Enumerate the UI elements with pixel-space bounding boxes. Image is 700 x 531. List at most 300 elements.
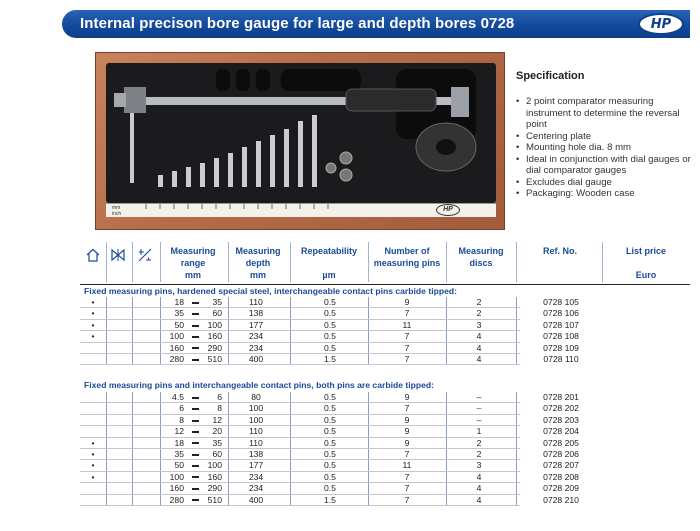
table-row xyxy=(80,297,579,308)
range-min-cell: 160 xyxy=(169,342,184,353)
column-line xyxy=(160,297,161,307)
ref-no-cell: 0728 109 xyxy=(543,342,579,353)
spec-item: • Ideal in conjunction with dial gauges or dial comparator gauges xyxy=(516,154,696,177)
repeatability-cell: 1.5 xyxy=(324,494,336,505)
th-measuring-discs xyxy=(446,245,516,269)
range-min-cell: 12 xyxy=(174,426,184,437)
range-min-cell: 50 xyxy=(174,460,184,471)
column-line xyxy=(368,320,369,330)
column-line xyxy=(516,449,517,459)
column-line xyxy=(132,483,133,493)
header-separator xyxy=(602,242,603,282)
column-line xyxy=(516,297,517,307)
column-line xyxy=(290,426,291,436)
column-line xyxy=(368,343,369,353)
column-line xyxy=(516,392,517,402)
th-measuring-range xyxy=(162,245,224,281)
depth-cell: 100 xyxy=(248,403,264,414)
range-max-cell: 8 xyxy=(217,403,222,414)
ref-no-cell: 0728 204 xyxy=(543,426,579,437)
discs-cell: 3 xyxy=(476,460,482,471)
gauge-set-illustration xyxy=(106,63,496,203)
bullet-cell: • xyxy=(91,448,95,459)
section-title-2: Fixed measuring pins and interchangeable contact pins, both pins are carbide tipped: xyxy=(84,380,435,390)
range-min-cell: 100 xyxy=(169,471,184,482)
column-line xyxy=(228,495,229,505)
table-row xyxy=(80,342,579,354)
column-line xyxy=(290,308,291,318)
repeatability-cell: 0.5 xyxy=(324,471,336,482)
column-line xyxy=(516,483,517,493)
column-line xyxy=(368,297,369,307)
discs-cell: 2 xyxy=(476,448,482,459)
range-min-cell: 4.5 xyxy=(172,392,184,402)
pins-cell: 7 xyxy=(404,494,410,505)
discs-cell: 4 xyxy=(476,353,482,364)
column-line xyxy=(516,495,517,505)
repeatability-cell: 0.5 xyxy=(324,448,336,459)
pins-cell: 9 xyxy=(404,426,410,437)
product-image xyxy=(95,52,505,230)
column-line xyxy=(368,495,369,505)
discs-cell: 4 xyxy=(476,331,482,342)
pins-cell: 9 xyxy=(404,392,410,402)
repeatability-cell: 0.5 xyxy=(324,437,336,448)
ref-no-cell: 0728 208 xyxy=(543,471,579,482)
column-line xyxy=(160,495,161,505)
case-ruler xyxy=(106,203,496,217)
title-banner xyxy=(62,10,690,38)
column-line xyxy=(106,343,107,353)
ref-no-cell: 0728 203 xyxy=(543,414,579,425)
column-line xyxy=(132,472,133,482)
range-max-cell: 20 xyxy=(212,426,222,437)
column-line xyxy=(290,438,291,448)
ref-no-cell: 0728 107 xyxy=(543,319,579,330)
range-max-cell: 60 xyxy=(212,448,222,459)
range-dash xyxy=(190,331,200,342)
column-line xyxy=(132,354,133,364)
section-rows-2 xyxy=(80,392,579,506)
column-line xyxy=(132,495,133,505)
repeatability-cell: 0.5 xyxy=(324,342,336,353)
column-line xyxy=(228,449,229,459)
column-line xyxy=(160,472,161,482)
pins-cell: 9 xyxy=(404,437,410,448)
column-line xyxy=(106,460,107,470)
column-line xyxy=(290,483,291,493)
depth-cell: 400 xyxy=(248,353,264,364)
column-line xyxy=(368,403,369,413)
specification-title: Specification xyxy=(516,70,585,82)
column-line xyxy=(228,403,229,413)
discs-cell: 2 xyxy=(476,297,482,307)
column-line xyxy=(132,343,133,353)
ref-no-cell: 0728 106 xyxy=(543,308,579,319)
ruler-label-inch: inch xyxy=(112,211,122,217)
range-min-cell: 100 xyxy=(169,331,184,342)
brand-logo xyxy=(638,13,684,35)
column-line xyxy=(160,343,161,353)
ref-no-cell: 0728 207 xyxy=(543,460,579,471)
discs-cell: 4 xyxy=(476,342,482,353)
pins-cell: 7 xyxy=(404,353,410,364)
depth-cell: 138 xyxy=(248,308,264,319)
column-line xyxy=(516,426,517,436)
column-line xyxy=(516,331,517,341)
repeatability-cell: 0.5 xyxy=(324,392,336,402)
column-line xyxy=(290,403,291,413)
column-line xyxy=(516,308,517,318)
specification-panel xyxy=(516,70,696,200)
th-ref-no xyxy=(520,245,600,257)
column-line xyxy=(228,320,229,330)
column-line xyxy=(290,495,291,505)
column-line xyxy=(228,460,229,470)
pins-cell: 11 xyxy=(402,319,412,330)
column-line xyxy=(228,297,229,307)
column-line xyxy=(516,354,517,364)
column-line xyxy=(368,449,369,459)
column-line xyxy=(132,438,133,448)
range-dash xyxy=(190,449,200,460)
discs-cell: 2 xyxy=(476,437,482,448)
column-line xyxy=(228,438,229,448)
range-max-cell: 290 xyxy=(207,483,222,494)
range-dash xyxy=(190,415,200,426)
column-line xyxy=(106,449,107,459)
ref-no-cell: 0728 108 xyxy=(543,331,579,342)
column-line xyxy=(290,392,291,402)
depth-cell: 234 xyxy=(248,471,264,482)
column-line xyxy=(368,483,369,493)
column-line xyxy=(368,472,369,482)
depth-cell: 100 xyxy=(248,414,264,425)
range-dash xyxy=(190,483,200,494)
range-dash xyxy=(190,354,200,365)
depth-cell: 110 xyxy=(249,426,263,437)
column-line xyxy=(228,308,229,318)
th-text: Measuring xyxy=(170,246,216,256)
range-max-cell: 160 xyxy=(207,331,222,342)
repeatability-cell: 0.5 xyxy=(324,460,336,471)
column-line xyxy=(228,415,229,425)
column-line xyxy=(368,392,369,402)
column-line xyxy=(290,449,291,459)
column-line xyxy=(516,415,517,425)
th-list-price xyxy=(604,245,688,281)
depth-cell: 177 xyxy=(248,319,264,330)
spec-item: • Excludes dial gauge xyxy=(516,177,696,189)
repeatability-cell: 0.5 xyxy=(324,297,336,307)
bullet-cell: • xyxy=(91,308,95,319)
column-line xyxy=(106,297,107,307)
column-line xyxy=(228,331,229,341)
repeatability-cell: 0.5 xyxy=(324,331,336,342)
foam-tray xyxy=(106,63,496,203)
column-line xyxy=(368,460,369,470)
repeatability-cell: 0.5 xyxy=(324,403,336,414)
column-line xyxy=(228,354,229,364)
ref-no-cell: 0728 206 xyxy=(543,448,579,459)
header-separator xyxy=(160,242,161,282)
repeatability-cell: 0.5 xyxy=(324,308,336,319)
column-line xyxy=(106,495,107,505)
th-text: Number of xyxy=(384,246,430,256)
th-text: depth xyxy=(245,258,271,268)
range-dash xyxy=(190,495,200,506)
column-line xyxy=(106,472,107,482)
th-text: Ref. No. xyxy=(542,246,577,256)
column-line xyxy=(160,449,161,459)
column-line xyxy=(106,331,107,341)
bullet-cell: • xyxy=(91,331,95,342)
section-title-1: Fixed measuring pins, hardened special steel, interchangeable contact pins carbide tipped: xyxy=(84,286,457,296)
th-text: µm xyxy=(322,270,336,280)
th-text: Measuring discs xyxy=(458,246,504,268)
column-line xyxy=(516,343,517,353)
column-line xyxy=(368,415,369,425)
section-rows-1 xyxy=(80,297,579,365)
page-title: Internal precison bore gauge for large and depth bores 0728 xyxy=(80,15,515,32)
spec-item: • Packaging: Wooden case xyxy=(516,188,696,200)
ref-no-cell: 0728 110 xyxy=(543,353,579,364)
range-max-cell: 100 xyxy=(207,460,222,471)
range-max-cell: 100 xyxy=(207,319,222,330)
discs-cell: 1 xyxy=(476,426,482,437)
house-icon xyxy=(86,248,100,262)
specification-list xyxy=(516,96,696,200)
range-min-cell: 6 xyxy=(179,403,184,414)
repeatability-cell: 0.5 xyxy=(324,414,336,425)
column-line xyxy=(228,426,229,436)
ruler-label-mm: mm xyxy=(112,205,121,211)
bullet-cell: • xyxy=(91,460,95,471)
depth-cell: 400 xyxy=(248,494,264,505)
range-dash xyxy=(190,403,200,414)
table-row xyxy=(80,483,579,494)
table-row xyxy=(80,426,579,437)
range-min-cell: 35 xyxy=(174,308,184,319)
table-row xyxy=(80,331,579,342)
column-line xyxy=(106,354,107,364)
column-line xyxy=(132,297,133,307)
range-dash xyxy=(190,308,200,319)
table-row xyxy=(80,308,579,319)
depth-cell: 234 xyxy=(248,483,264,494)
header-separator xyxy=(290,242,291,282)
column-line xyxy=(516,472,517,482)
column-line xyxy=(290,297,291,307)
range-min-cell: 18 xyxy=(174,437,184,448)
range-max-cell: 60 xyxy=(212,308,222,319)
depth-cell: 80 xyxy=(251,392,261,402)
range-dash xyxy=(190,472,200,483)
range-min-cell: 18 xyxy=(174,297,184,307)
header-separator xyxy=(516,242,517,282)
column-line xyxy=(106,392,107,402)
pins-cell: 7 xyxy=(404,342,410,353)
range-max-cell: 35 xyxy=(212,437,222,448)
range-min-cell: 8 xyxy=(179,414,184,425)
pins-cell: 7 xyxy=(404,403,410,414)
range-min-cell: 50 xyxy=(174,319,184,330)
pins-cell: 7 xyxy=(404,331,410,342)
range-dash xyxy=(190,392,200,403)
column-line xyxy=(132,449,133,459)
pins-cell: 7 xyxy=(404,448,410,459)
range-max-cell: 510 xyxy=(207,494,222,505)
column-line xyxy=(132,415,133,425)
header-separator xyxy=(106,242,107,282)
column-line xyxy=(290,472,291,482)
th-text: Euro xyxy=(635,270,657,280)
range-dash xyxy=(190,297,200,308)
case-logo: HP xyxy=(436,204,460,216)
range-dash xyxy=(190,460,200,471)
spec-item: • 2 point comparator measuring instrument to determine the reversal point xyxy=(516,96,696,131)
column-line xyxy=(132,320,133,330)
ref-no-cell: 0728 105 xyxy=(543,297,579,307)
table-row xyxy=(80,414,579,426)
column-line xyxy=(228,343,229,353)
bullet-cell: • xyxy=(91,471,95,482)
table-row xyxy=(80,319,579,331)
column-line xyxy=(106,320,107,330)
column-line xyxy=(160,483,161,493)
ref-no-cell: 0728 201 xyxy=(543,392,579,402)
column-line xyxy=(160,331,161,341)
depth-cell: 110 xyxy=(249,437,263,448)
repeatability-cell: 0.5 xyxy=(324,483,336,494)
range-min-cell: 280 xyxy=(169,494,184,505)
header-divider xyxy=(80,284,690,285)
th-text: mm xyxy=(249,270,266,280)
column-line xyxy=(290,415,291,425)
column-line xyxy=(368,308,369,318)
th-text: Measuring xyxy=(235,246,281,256)
column-line xyxy=(290,460,291,470)
depth-cell: 138 xyxy=(248,448,264,459)
range-max-cell: 6 xyxy=(217,392,222,402)
range-max-cell: 290 xyxy=(207,342,222,353)
column-line xyxy=(106,438,107,448)
range-max-cell: 12 xyxy=(212,414,222,425)
repeatability-cell: 1.5 xyxy=(324,353,336,364)
range-min-cell: 35 xyxy=(174,448,184,459)
range-max-cell: 160 xyxy=(207,471,222,482)
bullet-cell: • xyxy=(91,297,95,307)
column-line xyxy=(106,426,107,436)
depth-cell: 110 xyxy=(249,297,263,307)
pins-cell: 7 xyxy=(404,308,410,319)
th-text: Repeatability xyxy=(300,246,358,256)
th-text: mm xyxy=(184,270,201,280)
discs-cell: – xyxy=(476,414,482,425)
table-header xyxy=(80,240,690,284)
th-measuring-depth xyxy=(230,245,286,281)
column-line xyxy=(106,483,107,493)
header-separator xyxy=(228,242,229,282)
column-line xyxy=(290,343,291,353)
th-text: measuring pins xyxy=(373,258,441,268)
column-line xyxy=(516,460,517,470)
table-row xyxy=(80,448,579,460)
bullet-cell: • xyxy=(91,319,95,330)
column-line xyxy=(160,415,161,425)
column-line xyxy=(160,403,161,413)
column-line xyxy=(160,426,161,436)
table-row xyxy=(80,471,579,483)
th-text: List price xyxy=(625,246,666,256)
repeatability-cell: 0.5 xyxy=(324,426,336,437)
pins-cell: 11 xyxy=(402,460,412,471)
spec-item: • Centering plate xyxy=(516,131,696,143)
brand-logo-text: HP xyxy=(650,16,672,32)
column-line xyxy=(132,392,133,402)
depth-cell: 177 xyxy=(248,460,264,471)
column-line xyxy=(106,403,107,413)
slope-icon xyxy=(138,248,152,262)
ref-no-cell: 0728 209 xyxy=(543,483,579,494)
discs-cell: 4 xyxy=(476,494,482,505)
header-separator xyxy=(132,242,133,282)
bullet-cell: • xyxy=(91,437,95,448)
column-line xyxy=(290,354,291,364)
discs-cell: – xyxy=(476,392,482,402)
discs-cell: – xyxy=(476,403,482,414)
column-line xyxy=(290,331,291,341)
column-line xyxy=(228,472,229,482)
discs-cell: 4 xyxy=(476,483,482,494)
column-line xyxy=(160,392,161,402)
column-line xyxy=(106,308,107,318)
range-dash xyxy=(190,438,200,449)
column-line xyxy=(368,426,369,436)
table-row xyxy=(80,494,579,506)
range-dash xyxy=(190,426,200,437)
table-row xyxy=(80,392,579,403)
column-line xyxy=(290,320,291,330)
bowtie-icon xyxy=(111,248,125,262)
pins-cell: 7 xyxy=(404,471,410,482)
th-number-of-pins xyxy=(370,245,444,269)
depth-cell: 234 xyxy=(248,342,264,353)
discs-cell: 2 xyxy=(476,308,482,319)
repeatability-cell: 0.5 xyxy=(324,319,336,330)
ref-no-cell: 0728 205 xyxy=(543,437,579,448)
depth-cell: 234 xyxy=(248,331,264,342)
range-min-cell: 280 xyxy=(169,353,184,364)
column-line xyxy=(516,320,517,330)
range-dash xyxy=(190,343,200,354)
range-min-cell: 160 xyxy=(169,483,184,494)
range-max-cell: 510 xyxy=(207,353,222,364)
range-dash xyxy=(190,320,200,331)
column-line xyxy=(516,403,517,413)
column-line xyxy=(516,438,517,448)
table-row xyxy=(80,460,579,471)
header-separator xyxy=(368,242,369,282)
ref-no-cell: 0728 210 xyxy=(543,494,579,505)
column-line xyxy=(368,438,369,448)
column-line xyxy=(160,354,161,364)
column-line xyxy=(132,403,133,413)
th-text: range xyxy=(180,258,206,268)
pins-cell: 9 xyxy=(404,297,410,307)
column-line xyxy=(160,308,161,318)
column-line xyxy=(132,331,133,341)
